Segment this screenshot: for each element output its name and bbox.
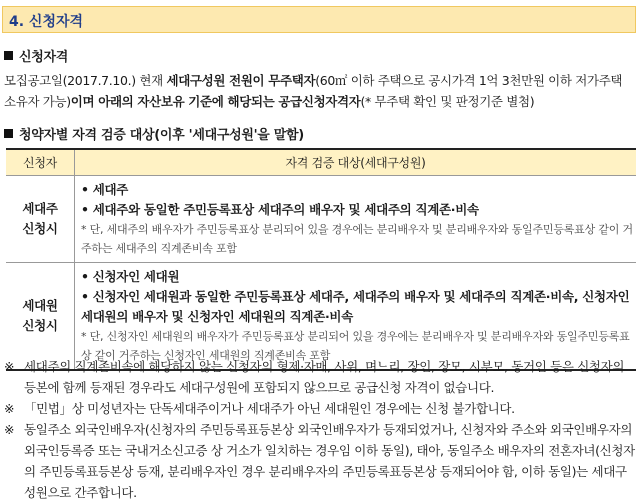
table-row xyxy=(6,176,636,263)
qualification-paragraph xyxy=(4,70,636,112)
para-bold: 이며 아래의 자산보유 기준에 해당되는 공급신청자격자 xyxy=(70,94,361,109)
header-target: 자격 검증 대상(세대구성원) xyxy=(75,149,637,176)
para-bold: 세대구성원 전원이 무주택자 xyxy=(166,73,316,88)
note-text: 세대주의 직계존비속에 해당하지 않는 신청자의 형제·자매, 사위, 며느리, 장인, 장모, 시부모, 동거인 등은 신청자의 등본에 함께 등재된 경우라도 세대구성원에 포함되지 않으므로 공급신청 자격이 없습니다. xyxy=(24,359,625,395)
note-text: 「민법」상 미성년자는 단독세대주이거나 세대주가 아닌 세대원인 경우에는 신청 불가합니다. xyxy=(24,401,515,416)
row-content xyxy=(75,176,637,263)
square-bullet-icon xyxy=(4,51,13,60)
reference-mark-icon: ※ xyxy=(4,359,15,374)
square-bullet-icon xyxy=(4,129,13,138)
table-row xyxy=(6,263,636,371)
para-part: (* 무주택 확인 및 판정기준 별첨) xyxy=(360,94,535,109)
row-note: * 단, 신청자인 세대원의 배우자가 주민등록표상 분리되어 있을 경우에는 분리배우자 및 분리배우자와 동일주민등록표상 같이 거주하는 신청자인 세대원의 직계존비속 포함 xyxy=(81,330,630,362)
verification-table xyxy=(6,148,636,371)
row-label xyxy=(6,263,75,371)
section-header xyxy=(2,6,636,33)
subheading-qualification xyxy=(4,46,68,65)
row-note: * 단, 세대주의 배우자가 주민등록표상 분리되어 있을 경우에는 분리배우자 및 분리배우자와 동일주민등록표상 같이 거주하는 세대주의 직계존비속 포함 xyxy=(81,223,633,255)
row-label-line: 세대원 xyxy=(22,298,58,313)
bullet-item: • 세대주와 동일한 주민등록표상 세대주의 배우자 및 세대주의 직계존·비속 xyxy=(81,202,479,217)
header-applicant: 신청자 xyxy=(6,149,75,176)
table-header-row xyxy=(6,149,636,176)
subheading-qualification-text: 신청자격 xyxy=(19,50,69,65)
para-part: (60㎡ 이하 주택으로 공시가격 1억 3천만원 이하 저가주택 소유자 가능) xyxy=(4,73,623,109)
bullet-item: • 신청자인 세대원 xyxy=(81,269,180,284)
subheading-verification-text: 청약자별 자격 검증 대상(이후 '세대구성원'을 말함) xyxy=(19,128,304,143)
note-item xyxy=(4,419,636,503)
note-item xyxy=(4,356,636,398)
reference-mark-icon: ※ xyxy=(4,422,15,437)
notes-list xyxy=(4,356,636,503)
reference-mark-icon: ※ xyxy=(4,401,15,416)
row-content xyxy=(75,263,637,371)
row-label-line: 세대주 xyxy=(22,201,58,216)
row-label-line: 신청시 xyxy=(22,318,58,333)
row-label xyxy=(6,176,75,263)
bullet-item: • 세대주 xyxy=(81,182,129,197)
section-title: 4. 신청자격 xyxy=(9,14,84,30)
note-item xyxy=(4,398,636,419)
para-part: 모집공고일(2017.7.10.) 현재 xyxy=(4,73,167,88)
bullet-item: • 신청자인 세대원과 동일한 주민등록표상 세대주, 세대주의 배우자 및 세대주의 직계존·비속, 신청자인 세대원의 배우자 및 신청자인 세대원의 직계존·비속 xyxy=(81,289,630,324)
subheading-verification xyxy=(4,124,304,143)
row-label-line: 신청시 xyxy=(22,221,58,236)
note-text: 동일주소 외국인배우자(신청자의 주민등록표등본상 외국인배우자가 등재되었거나, 신청자와 주소와 외국인배우자의 외국인등록증 또는 국내거소신고증 상 거소가 일치하는 경우임 이하 동일), 태아, 동일주소 배우자의 전혼자녀(신청자의 주민등록표등본상 등재, 분리배우자인 경우 분리배우자의 주민등록표등본상 등재되어야 함, 이하 동일)는 세대구성원으로 간주합니다. xyxy=(24,422,635,500)
